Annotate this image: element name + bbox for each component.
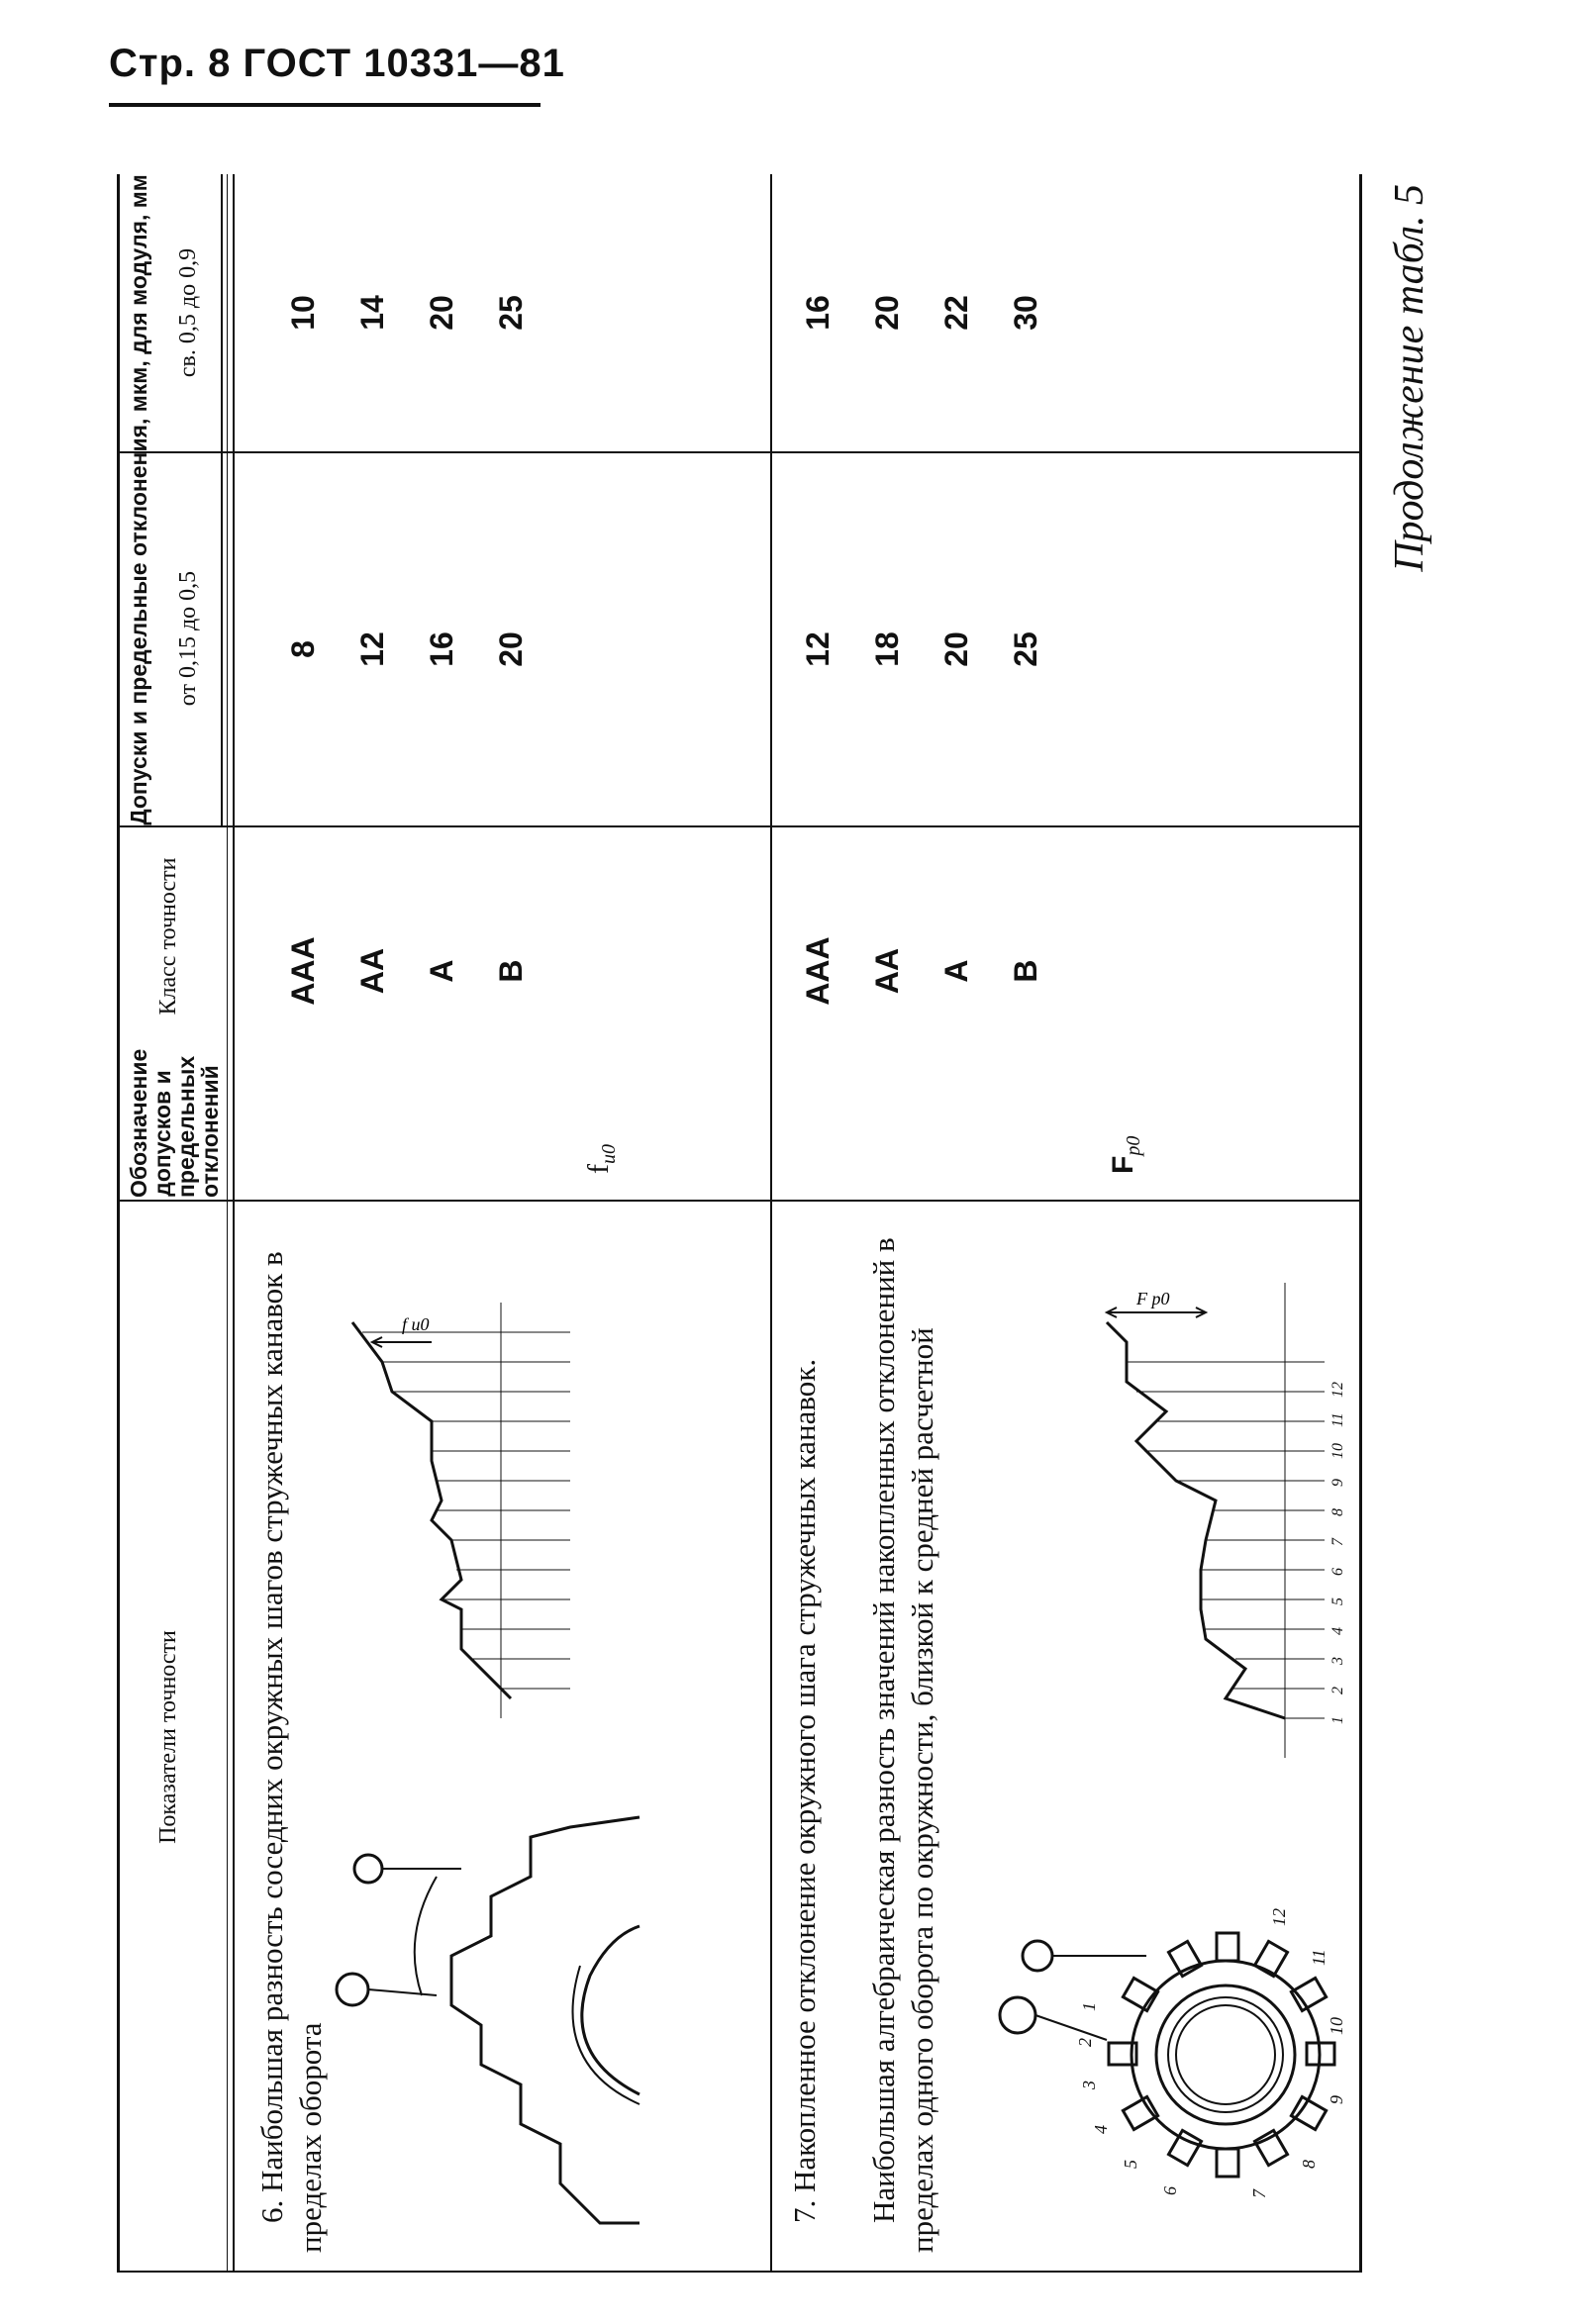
row7-high-2: 20 xyxy=(869,295,905,331)
axis-num-12: 12 xyxy=(1329,1382,1346,1398)
row6-indicator: 6. Наибольшая разность соседних окружных шагов стружечных канавок в пределах оборота xyxy=(254,1251,328,2253)
gear-num-11: 11 xyxy=(1309,1949,1329,1966)
axis-num-11: 11 xyxy=(1329,1412,1346,1427)
header-indicators: Показатели точности xyxy=(155,1630,181,1844)
row6-high-1: 10 xyxy=(285,295,321,331)
row7-low-4: 25 xyxy=(1008,631,1043,667)
row6-high-2: 14 xyxy=(354,295,390,331)
row7-symbol-main: F xyxy=(1107,1155,1139,1174)
row6-symbol xyxy=(582,1144,621,1174)
gear-num-10: 10 xyxy=(1327,2017,1346,2035)
header-designation: Обозначение допусков и предельных отклонений xyxy=(126,1048,224,1198)
row7-class-3: А xyxy=(938,959,974,983)
gear-num-6: 6 xyxy=(1160,2186,1180,2195)
col-rule-3 xyxy=(117,451,1362,453)
gear-num-9: 9 xyxy=(1327,2095,1346,2104)
row-divider xyxy=(770,174,772,2273)
axis-num-1: 1 xyxy=(1329,1716,1346,1724)
axis-num-5: 5 xyxy=(1329,1598,1346,1605)
header-accuracy-class: Класс точности xyxy=(155,857,181,1016)
table-top-rule xyxy=(117,174,120,2273)
row7-figure-label: F p0 xyxy=(1136,1289,1170,1308)
col-rule-1 xyxy=(117,1200,1362,1202)
row7-class-1: ААА xyxy=(800,936,836,1006)
tolerance-sub-rule xyxy=(221,174,223,825)
gear-num-12: 12 xyxy=(1269,1908,1289,1926)
row6-high-3: 20 xyxy=(424,295,459,331)
header-tolerances: Допуски и предельные отклонения, мкм, для модуля, мм xyxy=(126,174,151,825)
gear-num-4: 4 xyxy=(1091,2125,1111,2134)
axis-num-9: 9 xyxy=(1329,1479,1346,1487)
row7-class-4: В xyxy=(1008,959,1043,983)
axis-num-2: 2 xyxy=(1329,1687,1346,1695)
row7-high-3: 22 xyxy=(938,295,974,331)
table-bottom-rule xyxy=(1359,174,1362,2273)
header-module-high: св. 0,5 до 0,9 xyxy=(175,247,201,378)
row7-indicator-desc: Наибольшая алгебраическая разность значений накопленных отклонений в пределах одного оборота по окружности, близкой к средней расчетной xyxy=(866,1237,939,2253)
header-bottom-rule xyxy=(233,174,235,2273)
row6-low-4: 20 xyxy=(493,631,529,667)
row7-figure-gear xyxy=(988,1837,1344,2253)
row6-class-3: А xyxy=(424,959,459,983)
col-rule-2 xyxy=(117,825,1362,827)
row6-symbol-main: f xyxy=(582,1164,615,1174)
row7-figure-profile xyxy=(1087,1283,1344,1758)
header-bottom-rule-2 xyxy=(227,174,228,2273)
axis-num-6: 6 xyxy=(1329,1568,1346,1576)
row6-figure-profile xyxy=(343,1303,580,1718)
rotated-table-region xyxy=(117,174,1453,2273)
row6-low-2: 12 xyxy=(354,631,390,667)
gear-num-1: 1 xyxy=(1079,2002,1099,2011)
row6-high-4: 25 xyxy=(493,295,529,331)
row6-figure-label: f u0 xyxy=(402,1314,430,1334)
row7-low-1: 12 xyxy=(800,631,836,667)
axis-num-10: 10 xyxy=(1329,1443,1346,1459)
continuation-caption: Продолжение табл. 5 xyxy=(1387,184,1432,572)
gear-num-8: 8 xyxy=(1299,2160,1319,2169)
row-separator xyxy=(117,2271,1362,2273)
header-module-low: от 0,15 до 0,5 xyxy=(175,570,201,707)
axis-num-3: 3 xyxy=(1329,1657,1346,1665)
gear-num-7: 7 xyxy=(1249,2189,1269,2198)
gear-num-3: 3 xyxy=(1079,2081,1099,2089)
gear-num-2: 2 xyxy=(1075,2038,1095,2047)
tolerance-table xyxy=(117,174,1364,2273)
row7-symbol-sub: p0 xyxy=(1123,1135,1144,1156)
row6-symbol-sub: u0 xyxy=(598,1144,620,1164)
row6-class-4: В xyxy=(493,959,529,983)
row7-high-1: 16 xyxy=(800,295,836,331)
header-rule xyxy=(109,103,541,107)
row7-low-3: 20 xyxy=(938,631,974,667)
row6-figure-cutter xyxy=(343,1807,640,2253)
axis-num-4: 4 xyxy=(1329,1627,1346,1635)
row7-indicator-title: 7. Накопленное отклонение окружного шага стружечных канавок. xyxy=(787,1358,822,2223)
row7-symbol xyxy=(1107,1136,1145,1174)
axis-num-8: 8 xyxy=(1329,1508,1346,1516)
row7-low-2: 18 xyxy=(869,631,905,667)
row7-class-2: АА xyxy=(869,947,905,995)
page-header: Стр. 8 ГОСТ 10331—81 xyxy=(109,42,565,85)
gear-num-5: 5 xyxy=(1121,2160,1140,2169)
row6-low-3: 16 xyxy=(424,631,459,667)
row6-class-2: АА xyxy=(354,947,390,995)
row6-low-1: 8 xyxy=(285,640,321,658)
axis-num-7: 7 xyxy=(1329,1538,1346,1546)
row7-high-4: 30 xyxy=(1008,295,1043,331)
row6-class-1: ААА xyxy=(285,936,321,1006)
